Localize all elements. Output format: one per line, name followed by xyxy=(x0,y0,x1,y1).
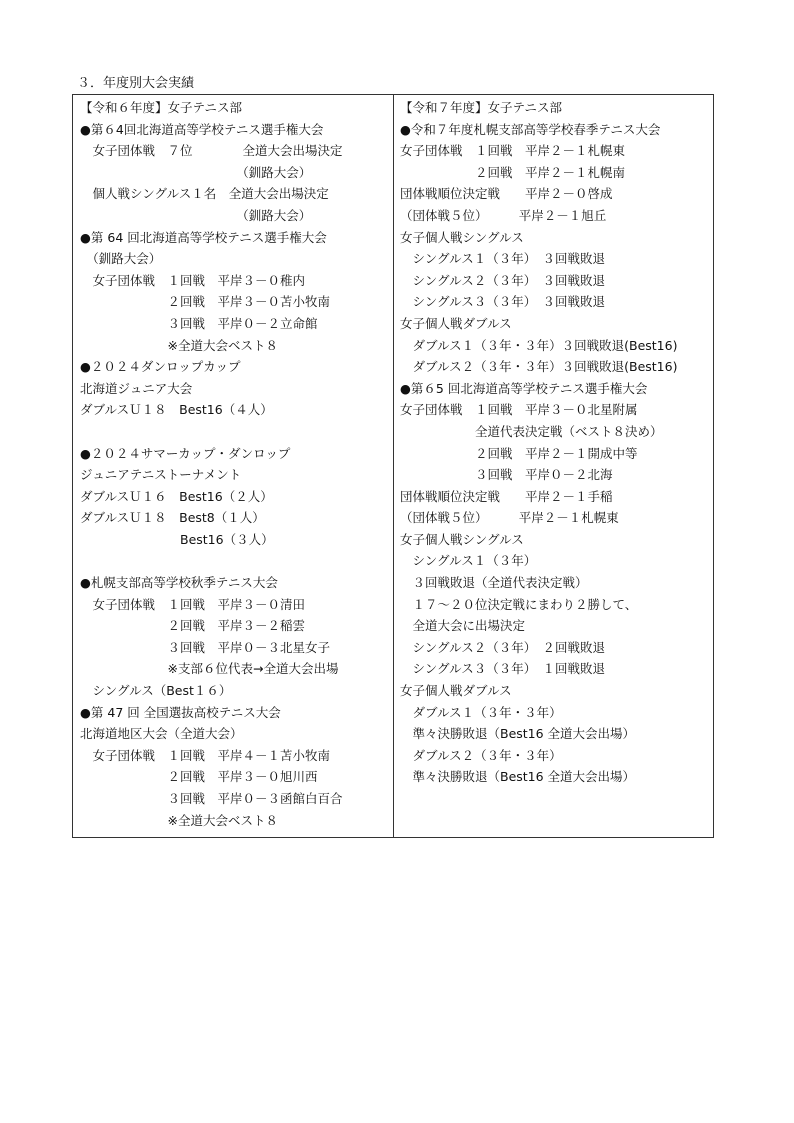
result-line: 全道大会に出場決定 xyxy=(400,618,526,634)
result-line: ダブルス２（３年・３年） xyxy=(400,747,562,763)
result-line: 女子団体戦 １回戦 平岸３－０清田 xyxy=(80,596,306,612)
result-line: 女子団体戦 ７位 全道大会出場決定 xyxy=(80,143,343,159)
result-line: ２回戦 平岸２－１札幌南 xyxy=(400,164,626,180)
result-line: ●令和７年度札幌支部高等学校春季テニス大会 xyxy=(400,121,661,137)
result-line: ●第６4回北海道高等学校テニス選手権大会 xyxy=(80,121,324,137)
result-line: ２回戦 平岸２－１開成中等 xyxy=(400,445,638,461)
result-line: 女子個人戦ダブルス xyxy=(400,315,512,331)
result-line: ダブルス１（３年・３年） xyxy=(400,704,562,720)
result-line: （釧路大会） xyxy=(80,164,312,180)
result-line: ３回戦敗退（全道代表決定戦） xyxy=(400,575,588,591)
result-line: ２回戦 平岸３－０苫小牧南 xyxy=(80,294,331,310)
result-line: シングルス３（３年） ３回戦敗退 xyxy=(400,294,605,310)
reiwa7-column xyxy=(400,97,713,788)
result-line: ３回戦 平岸０－２立命館 xyxy=(80,315,318,331)
result-line: 個人戦シングルス１名 全道大会出場決定 xyxy=(80,186,329,202)
result-line: 北海道地区大会（全道大会） xyxy=(80,726,243,742)
result-line: ３回戦 平岸０－２北海 xyxy=(400,467,613,483)
result-line: 全道代表決定戦（ベスト８決め） xyxy=(400,423,663,439)
result-line: ３回戦 平岸０－３函館白百合 xyxy=(80,791,343,806)
result-line: 【令和７年度】女子テニス部 xyxy=(400,100,563,115)
result-line: ２回戦 平岸３－２稲雲 xyxy=(80,618,306,634)
result-line: Best16（３人） xyxy=(80,531,274,547)
column-divider xyxy=(393,95,394,837)
reiwa6-column xyxy=(80,97,392,831)
result-line: 女子団体戦 １回戦 平岸３－０稚内 xyxy=(80,272,306,288)
result-line: ※支部６位代表→全道大会出場 xyxy=(80,661,339,677)
result-line: ●２０２４サマーカップ・ダンロップ xyxy=(80,445,291,461)
result-line: （団体戦５位） 平岸２－１札幌東 xyxy=(400,510,619,526)
result-line: １７～２０位決定戦にまわり２勝して、 xyxy=(400,596,638,612)
result-line: （釧路大会） xyxy=(80,207,312,223)
section-heading: ３．年度別大会実績 xyxy=(77,76,195,91)
result-line: 女子個人戦シングルス xyxy=(400,229,524,245)
result-line: ダブルス２（３年・３年）３回戦敗退(Best16) xyxy=(400,359,678,375)
result-line: ジュニアテニストーナメント xyxy=(80,467,242,483)
result-line: 【令和６年度】女子テニス部 xyxy=(80,100,243,115)
result-line xyxy=(80,421,392,443)
result-line: 女子団体戦 １回戦 平岸４－１苫小牧南 xyxy=(80,747,331,763)
result-line xyxy=(80,550,392,572)
result-line: 女子個人戦シングルス xyxy=(400,531,524,547)
result-line: （団体戦５位） 平岸２－１旭丘 xyxy=(400,207,607,223)
result-line: シングルス１（３年） ３回戦敗退 xyxy=(400,251,605,267)
result-line: ダブルス１（３年・３年）３回戦敗退(Best16) xyxy=(400,337,678,353)
result-line: ダブルスＵ１８ Best8（１人） xyxy=(80,510,265,526)
result-line: ●２０２４ダンロップカップ xyxy=(80,359,241,375)
result-line: 準々決勝敗退（Best16 全道大会出場） xyxy=(400,726,636,742)
result-line: ●第 47 回 全国選抜高校テニス大会 xyxy=(80,704,281,720)
result-line: 女子個人戦ダブルス xyxy=(400,683,512,699)
result-line: ●第６5 回北海道高等学校テニス選手権大会 xyxy=(400,380,648,396)
result-line: ３回戦 平岸０－３北星女子 xyxy=(80,639,331,655)
result-line: 準々決勝敗退（Best16 全道大会出場） xyxy=(400,769,636,785)
result-line: ●札幌支部高等学校秋季テニス大会 xyxy=(80,575,278,591)
result-line: 団体戦順位決定戦 平岸２－１手稲 xyxy=(400,488,613,504)
results-table xyxy=(72,94,714,838)
result-line: ●第 64 回北海道高等学校テニス選手権大会 xyxy=(80,229,327,245)
result-line: シングルス２（３年） ３回戦敗退 xyxy=(400,272,605,288)
result-line: 北海道ジュニア大会 xyxy=(80,380,193,396)
result-line: （釧路大会） xyxy=(80,251,162,267)
result-line: ダブルスＵ１８ Best16（４人） xyxy=(80,402,273,418)
result-line: シングルス２（３年） ２回戦敗退 xyxy=(400,639,605,655)
result-line: 女子団体戦 １回戦 平岸３－０北星附属 xyxy=(400,402,638,418)
result-line: シングルス（Best１６） xyxy=(80,683,232,699)
result-line: ダブルスＵ１６ Best16（２人） xyxy=(80,488,273,504)
result-line: 女子団体戦 １回戦 平岸２－１札幌東 xyxy=(400,143,626,159)
result-line: ※全道大会ベスト８ xyxy=(80,337,278,353)
result-line: ※全道大会ベスト８ xyxy=(80,812,278,828)
result-line: ２回戦 平岸３－０旭川西 xyxy=(80,769,318,785)
result-line: 団体戦順位決定戦 平岸２－０啓成 xyxy=(400,186,613,202)
result-line: シングルス１（３年） xyxy=(400,553,537,569)
result-line: シングルス３（３年） １回戦敗退 xyxy=(400,661,605,677)
